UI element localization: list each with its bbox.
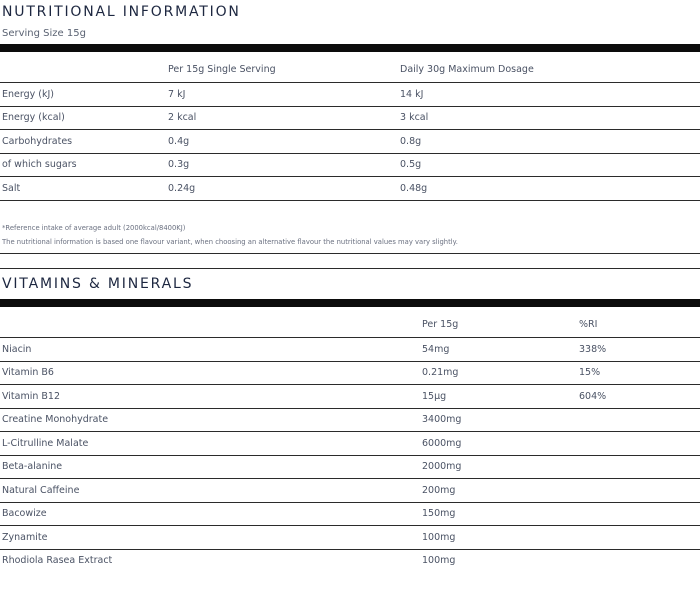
- reference-intake-percent: [577, 526, 700, 550]
- daily-value: 0.48g: [398, 177, 700, 201]
- per-serving-value: 2 kcal: [166, 106, 398, 130]
- ingredient-name: Zynamite: [0, 526, 420, 550]
- ingredient-name: Bacowize: [0, 502, 420, 526]
- ingredient-name: Niacin: [0, 338, 420, 362]
- per-serving-value: 7 kJ: [166, 83, 398, 107]
- section-divider: [0, 253, 700, 254]
- nutrient-name: Energy (kJ): [0, 83, 166, 107]
- table-row: [0, 338, 700, 362]
- vitamins-header-bar: [0, 299, 700, 307]
- vitamins-header-cell: %RI: [577, 311, 700, 338]
- daily-value: 0.5g: [398, 153, 700, 177]
- nutrition-table: [0, 56, 700, 201]
- per-serving-value: 200mg: [420, 479, 577, 503]
- nutrient-name: Salt: [0, 177, 166, 201]
- table-row: [0, 526, 700, 550]
- table-row: [0, 432, 700, 456]
- table-row: [0, 130, 700, 154]
- table-row: [0, 502, 700, 526]
- per-serving-value: 54mg: [420, 338, 577, 362]
- table-row: [0, 83, 700, 107]
- ingredient-name: L-Citrulline Malate: [0, 432, 420, 456]
- ingredient-name: Creatine Monohydrate: [0, 408, 420, 432]
- per-serving-value: 100mg: [422, 555, 456, 567]
- reference-intake-percent: [577, 455, 700, 479]
- vitamins-header-cell: Per 15g: [420, 311, 577, 338]
- nutrition-header-cell: [0, 56, 166, 83]
- per-serving-value: 100mg: [420, 526, 577, 550]
- reference-intake-percent: 338%: [577, 338, 700, 362]
- nutrition-header-cell: Per 15g Single Serving: [166, 56, 398, 83]
- vitamins-table: [0, 311, 700, 572]
- ingredient-name: Natural Caffeine: [0, 479, 420, 503]
- flavour-variant-note: The nutritional information is based one flavour variant, when choosing an alternative flavour the nutritional values may vary slightly.: [2, 238, 458, 246]
- table-row: [0, 106, 700, 130]
- per-serving-value: 0.24g: [166, 177, 398, 201]
- ingredient-name: Vitamin B6: [0, 361, 420, 385]
- nutrition-header-bar: [0, 44, 700, 52]
- nutrient-name: Energy (kcal): [0, 106, 166, 130]
- ingredient-name: Beta-alanine: [0, 455, 420, 479]
- per-serving-value: 150mg: [420, 502, 577, 526]
- per-serving-value: 15µg: [420, 385, 577, 409]
- reference-intake-percent: [577, 479, 700, 503]
- daily-value: 3 kcal: [398, 106, 700, 130]
- reference-intake-percent: [577, 549, 700, 572]
- nutrition-header-cell: Daily 30g Maximum Dosage: [398, 56, 700, 83]
- per-serving-value: 0.21mg: [420, 361, 577, 385]
- table-row: [0, 177, 700, 201]
- per-serving-value: 3400mg: [420, 408, 577, 432]
- nutrition-header-row: [0, 56, 700, 83]
- serving-size: Serving Size 15g: [2, 28, 86, 39]
- per-serving-value: 0.4g: [166, 130, 398, 154]
- table-row: [0, 549, 700, 572]
- nutrition-title: NUTRITIONAL INFORMATION: [2, 4, 241, 20]
- vitamins-header-cell: [0, 311, 420, 338]
- table-row: [0, 479, 700, 503]
- reference-intake-percent: [577, 408, 700, 432]
- nutrition-footnotes: [2, 221, 458, 249]
- reference-intake-percent: [577, 432, 700, 456]
- nutrient-name: Carbohydrates: [0, 130, 166, 154]
- vitamins-header-row: [0, 311, 700, 338]
- table-row: [0, 408, 700, 432]
- reference-intake-percent: 15%: [577, 361, 700, 385]
- per-serving-value: 6000mg: [420, 432, 577, 456]
- vitamins-title: VITAMINS & MINERALS: [2, 276, 194, 292]
- table-row: [0, 455, 700, 479]
- table-row: [0, 385, 700, 409]
- reference-intake-note: *Reference intake of average adult (2000kcal/8400KJ): [2, 224, 186, 232]
- ingredient-name: Rhodiola Rasea Extract: [2, 555, 113, 567]
- daily-value: 0.8g: [398, 130, 700, 154]
- table-row: [0, 361, 700, 385]
- ingredient-name: Vitamin B12: [0, 385, 420, 409]
- table-row: [0, 153, 700, 177]
- nutrient-name: of which sugars: [0, 153, 166, 177]
- section-divider: [0, 268, 700, 269]
- reference-intake-percent: 604%: [577, 385, 700, 409]
- daily-value: 14 kJ: [398, 83, 700, 107]
- reference-intake-percent: [577, 502, 700, 526]
- per-serving-value: 2000mg: [420, 455, 577, 479]
- per-serving-value: 0.3g: [166, 153, 398, 177]
